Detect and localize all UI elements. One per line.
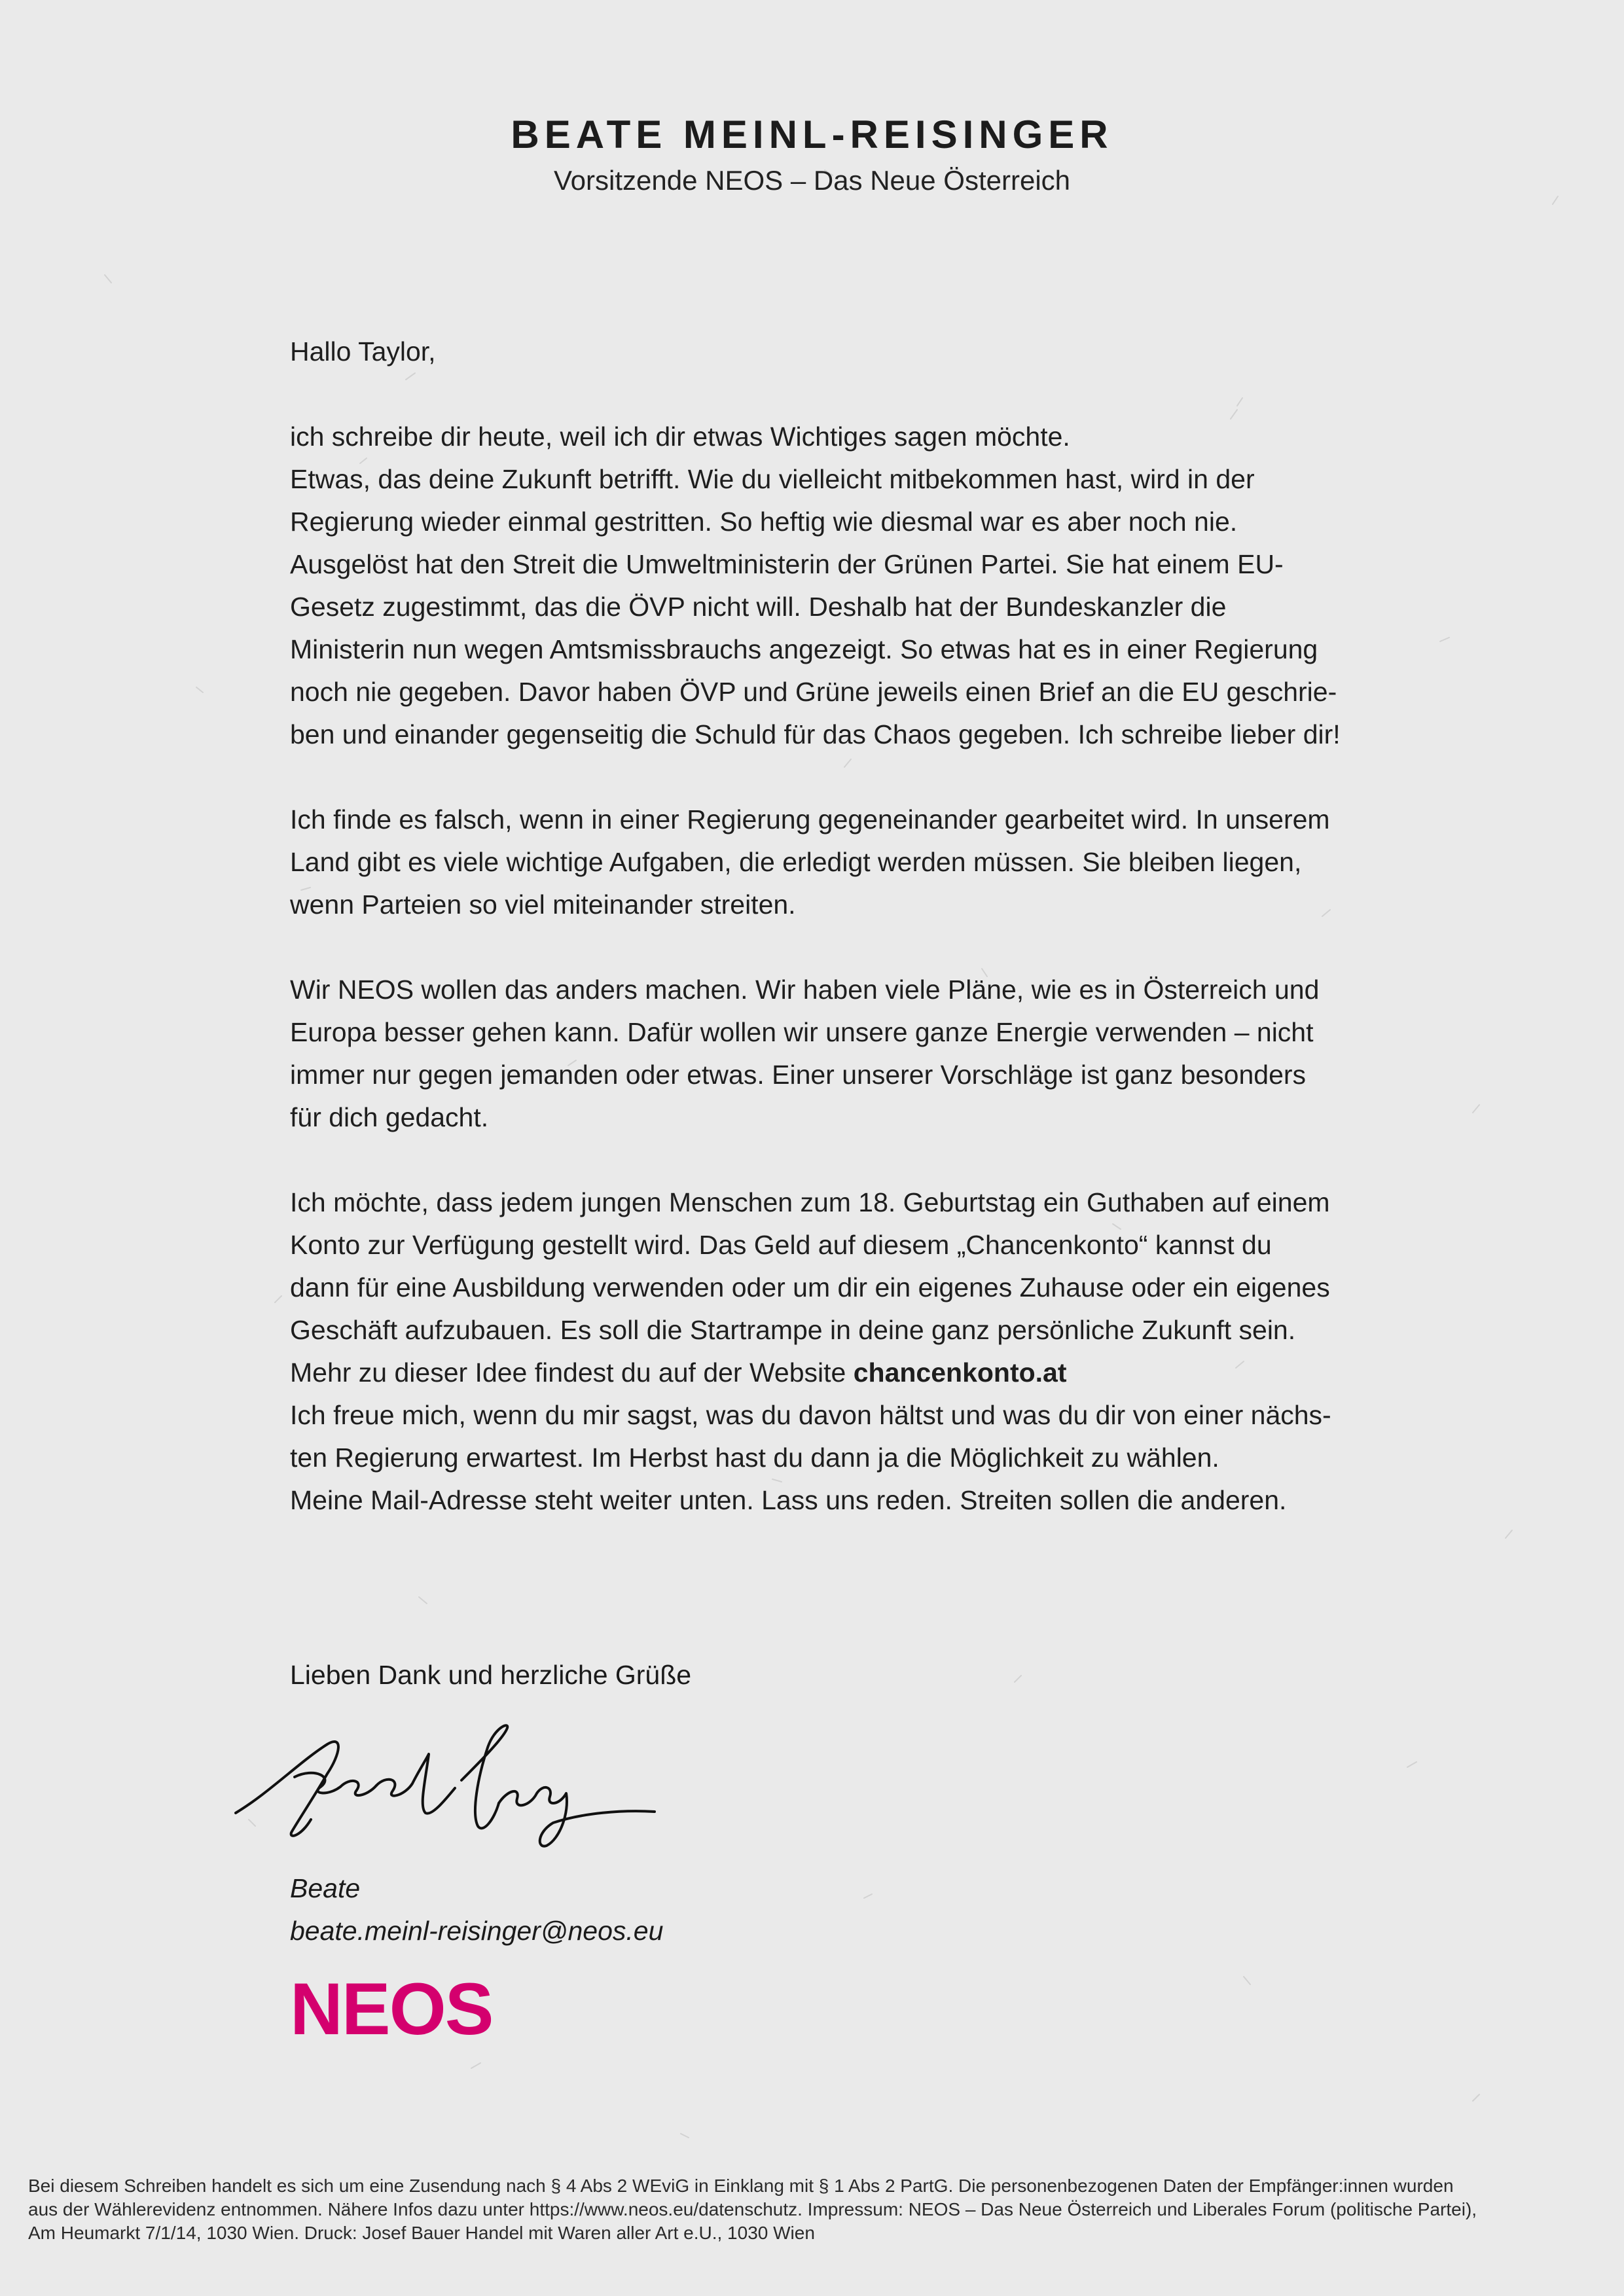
text-line: Meine Mail-Adresse steht weiter unten. Lass uns reden. Streiten sollen die anderen. (290, 1485, 1287, 1515)
neos-logo: NEOS (290, 1968, 493, 2050)
text-line: Ich möchte, dass jedem jungen Menschen zum 18. Geburtstag ein Guthaben auf einem (290, 1187, 1330, 1217)
text-line: Wir NEOS wollen das anders machen. Wir haben viele Pläne, wie es in Österreich und (290, 975, 1320, 1005)
paragraph-2 (290, 798, 1442, 926)
email-address[interactable]: beate.meinl-reisinger@neos.eu (290, 1916, 664, 1946)
text-line: Ministerin nun wegen Amtsmissbrauchs angezeigt. So etwas hat es in einer Regierung (290, 634, 1318, 664)
letter-body (290, 331, 1442, 1564)
text-line: Ich finde es falsch, wenn in einer Regierung gegeneinander gearbeitet wird. In unserem (290, 804, 1330, 834)
paragraph-1 (290, 416, 1442, 756)
text-line: wenn Parteien so viel miteinander streiten. (290, 889, 796, 920)
handwritten-signature (229, 1715, 661, 1852)
text-line: Konto zur Verfügung gestellt wird. Das Geld auf diesem „Chancenkonto“ kannst du (290, 1230, 1272, 1260)
letterhead (0, 110, 1624, 200)
footer-line: Bei diesem Schreiben handelt es sich um eine Zusendung nach § 4 Abs 2 WEviG in Einklang mit § 1 Abs 2 PartG. Die personenbezogenen Daten der Empfänger:innen wurden (28, 2176, 1454, 2196)
text-line: noch nie gegeben. Davor haben ÖVP und Grüne jeweils einen Brief an die EU geschrie- (290, 677, 1337, 707)
text-line: Land gibt es viele wichtige Aufgaben, die erledigt werden müssen. Sie bleiben liegen, (290, 847, 1302, 877)
text-line: ich schreibe dir heute, weil ich dir etwas Wichtiges sagen möchte. (290, 422, 1070, 452)
website-link[interactable]: chancenkonto.at (853, 1357, 1067, 1388)
paragraph-4 (290, 1181, 1442, 1522)
text-line: Etwas, das deine Zukunft betrifft. Wie du vielleicht mitbekommen hast, wird in der (290, 464, 1255, 494)
text-line: Europa besser gehen kann. Dafür wollen wir unsere ganze Energie verwenden – nicht (290, 1017, 1314, 1047)
text-line: ben und einander gegenseitig die Schuld für das Chaos gegeben. Ich schreibe lieber dir! (290, 719, 1341, 749)
text-line: ten Regierung erwartest. Im Herbst hast du dann ja die Möglichkeit zu wählen. (290, 1443, 1219, 1473)
legal-footer (28, 2174, 1599, 2245)
signature-name: Beate (290, 1873, 361, 1903)
sender-name: BEATE MEINL-REISINGER (511, 113, 1113, 156)
text-line: Ich freue mich, wenn du mir sagst, was du davon hältst und was du dir von einer nächs- (290, 1400, 1331, 1430)
text-line: dann für eine Ausbildung verwenden oder um dir ein eigenes Zuhause oder ein eigenes (290, 1272, 1330, 1302)
text-line: Geschäft aufzubauen. Es soll die Startrampe in deine ganz persönliche Zukunft sein. (290, 1315, 1296, 1345)
footer-line: aus der Wählerevidenz entnommen. Nähere Infos dazu unter https://www.neos.eu/datenschutz. Impressum: NEOS – Das Neue Österreich und Liberales Forum (politische Partei), (28, 2199, 1477, 2219)
text-line: immer nur gegen jemanden oder etwas. Einer unserer Vorschläge ist ganz besonders (290, 1060, 1307, 1090)
paragraph-3 (290, 969, 1442, 1139)
website-prefix: Mehr zu dieser Idee findest du auf der Website (290, 1357, 854, 1388)
salutation: Hallo Taylor, (290, 336, 436, 367)
closing-greeting: Lieben Dank und herzliche Grüße (290, 1660, 692, 1690)
text-line: Gesetz zugestimmt, das die ÖVP nicht will. Deshalb hat der Bundeskanzler die (290, 592, 1227, 622)
text-line: für dich gedacht. (290, 1102, 489, 1132)
text-line: Regierung wieder einmal gestritten. So heftig wie diesmal war es aber noch nie. (290, 507, 1238, 537)
footer-line: Am Heumarkt 7/1/14, 1030 Wien. Druck: Josef Bauer Handel mit Waren aller Art e.U., 1030 Wien (28, 2223, 815, 2243)
sender-role: Vorsitzende NEOS – Das Neue Österreich (553, 165, 1071, 196)
text-line: Ausgelöst hat den Streit die Umweltministerin der Grünen Partei. Sie hat einem EU- (290, 549, 1284, 579)
website-line (290, 1352, 1442, 1394)
